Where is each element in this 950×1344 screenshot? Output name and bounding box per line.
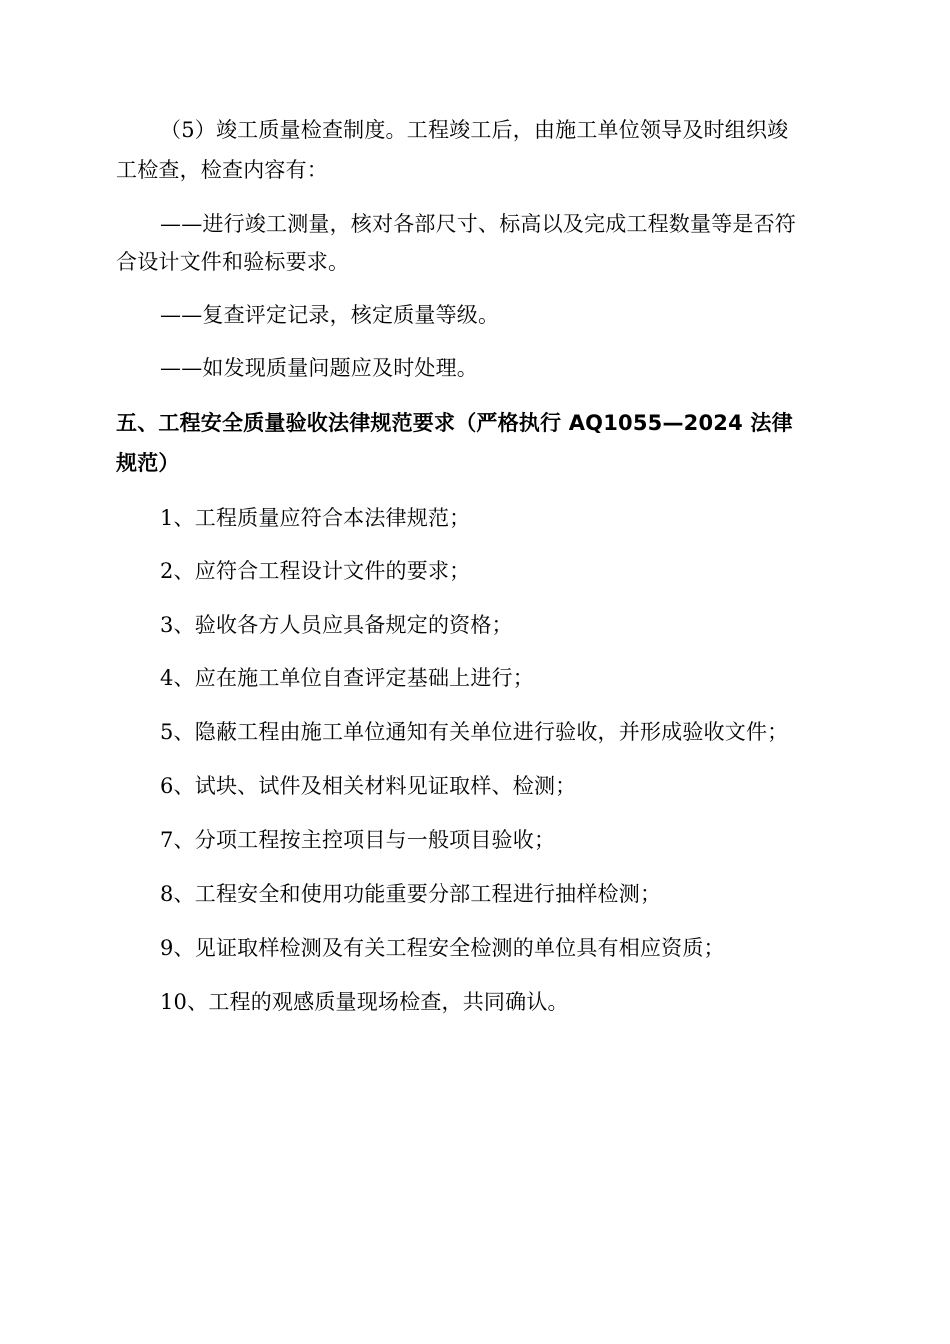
list-item: 8、工程安全和使用功能重要分部工程进行抽样检测； — [160, 882, 662, 906]
paragraph-item5-line2: 工检查，检查内容有： — [116, 158, 328, 182]
list-item: 5、隐蔽工程由施工单位通知有关单位进行验收，并形成验收文件； — [160, 720, 789, 744]
list-item: 1、工程质量应符合本法律规范； — [160, 506, 471, 530]
list-item: 2、应符合工程设计文件的要求； — [160, 559, 471, 583]
paragraph-item5-line1: （5）竣工质量检查制度。工程竣工后，由施工单位领导及时组织竣 — [160, 118, 789, 142]
list-item: 9、见证取样检测及有关工程安全检测的单位具有相应资质； — [160, 936, 725, 960]
list-item: 6、试块、试件及相关材料见证取样、检测； — [160, 774, 577, 798]
paragraph-dash2: ——复查评定记录，核定质量等级。 — [160, 303, 500, 327]
list-item: 7、分项工程按主控项目与一般项目验收； — [160, 828, 556, 852]
section-five-heading-line1: 五、工程安全质量验收法律规范要求（严格执行 AQ1055—2024 法律 — [116, 411, 793, 435]
list-item: 3、验收各方人员应具备规定的资格； — [160, 613, 513, 637]
list-item: 4、应在施工单位自查评定基础上进行； — [160, 666, 534, 690]
paragraph-dash3: ——如发现质量问题应及时处理。 — [160, 356, 478, 380]
list-item: 10、工程的观感质量现场检查，共同确认。 — [160, 990, 569, 1014]
paragraph-dash1-line1: ——进行竣工测量，核对各部尺寸、标高以及完成工程数量等是否符 — [160, 212, 796, 236]
paragraph-dash1-line2: 合设计文件和验标要求。 — [116, 250, 350, 274]
section-five-heading-line2: 规范） — [116, 451, 180, 475]
